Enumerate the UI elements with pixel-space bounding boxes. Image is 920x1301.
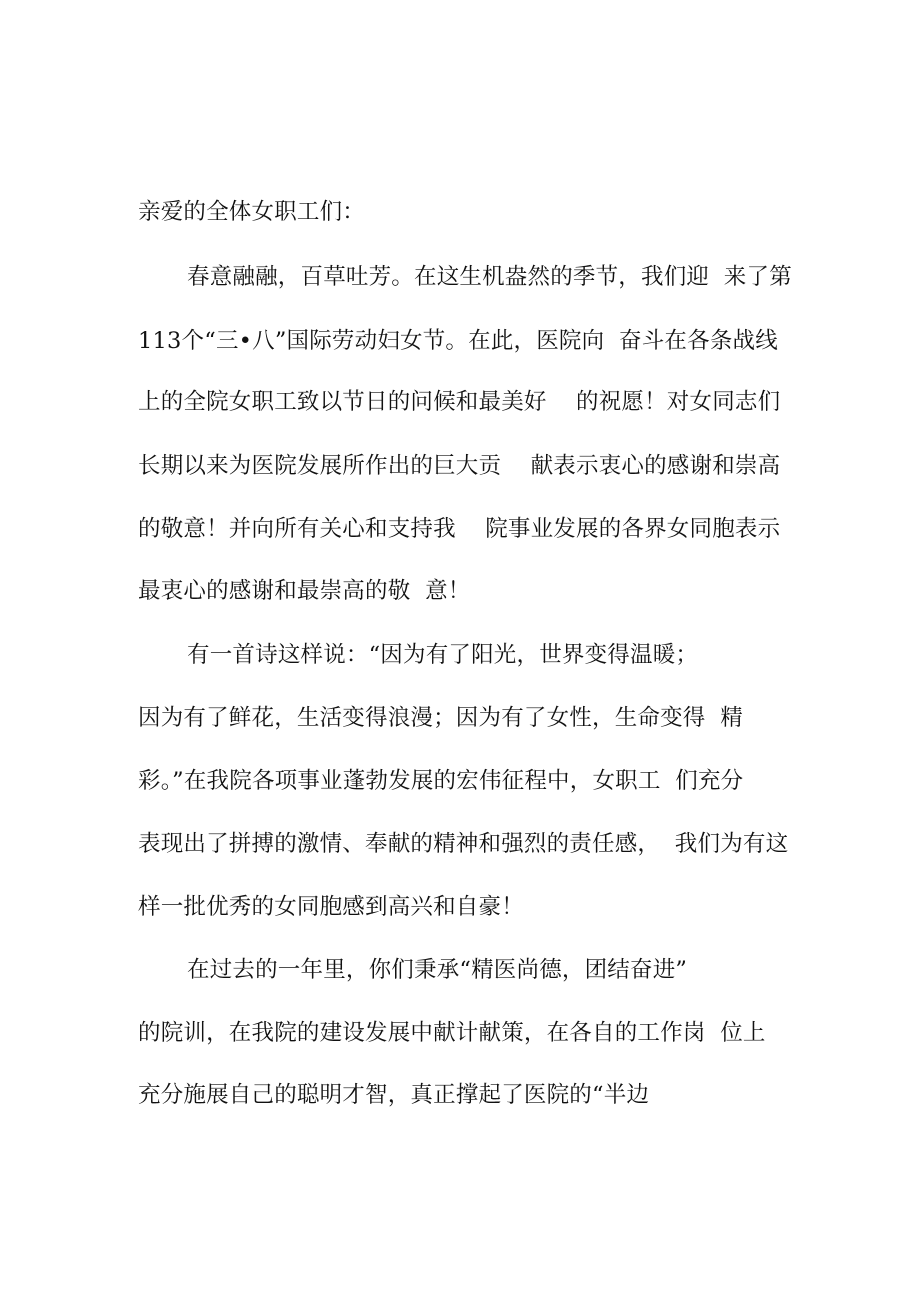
- paragraph-2-line-5: 样一批优秀的女同胞感到高兴和自豪！: [138, 894, 524, 920]
- paragraph-1-line-6: 最衷心的感谢和最崇高的敬 意！: [138, 578, 471, 604]
- paragraph-1-line-3: 上的全院女职工致以节日的问候和最美好 的祝愿！对女同志们: [138, 389, 781, 415]
- paragraph-2-line-4: 表现出了拼搏的激情、奉献的精神和强烈的责任感， 我们为有这: [138, 831, 789, 857]
- paragraph-1-line-1: 春意融融，百草吐芳。在这生机盎然的季节，我们迎 来了第: [187, 264, 792, 290]
- paragraph-1-line-2: 113个“三•八”国际劳动妇女节。在此，医院向 奋斗在各条战线: [138, 328, 778, 354]
- paragraph-2-line-2: 因为有了鲜花，生活变得浪漫；因为有了女性，生命变得 精: [138, 705, 743, 731]
- paragraph-3-line-3: 充分施展自己的聪明才智，真正撑起了医院的“半边: [138, 1082, 650, 1108]
- salutation-line: 亲爱的全体女职工们：: [138, 199, 366, 225]
- paragraph-1-line-4: 长期以来为医院发展所作出的巨大贡 献表示衷心的感谢和崇高: [138, 453, 781, 479]
- paragraph-2-line-1: 有一首诗这样说：“因为有了阳光，世界变得温暖；: [187, 642, 699, 668]
- paragraph-3-line-2: 的院训，在我院的建设发展中献计献策，在各自的工作岗 位上: [138, 1020, 766, 1046]
- paragraph-3-line-1: 在过去的一年里，你们秉承“精医尚德，团结奋进”: [187, 957, 688, 983]
- paragraph-1-line-5: 的敬意！并向所有关心和支持我 院事业发展的各界女同胞表示: [138, 516, 781, 542]
- paragraph-2-line-3: 彩。”在我院各项事业蓬勃发展的宏伟征程中，女职工 们充分: [138, 768, 744, 794]
